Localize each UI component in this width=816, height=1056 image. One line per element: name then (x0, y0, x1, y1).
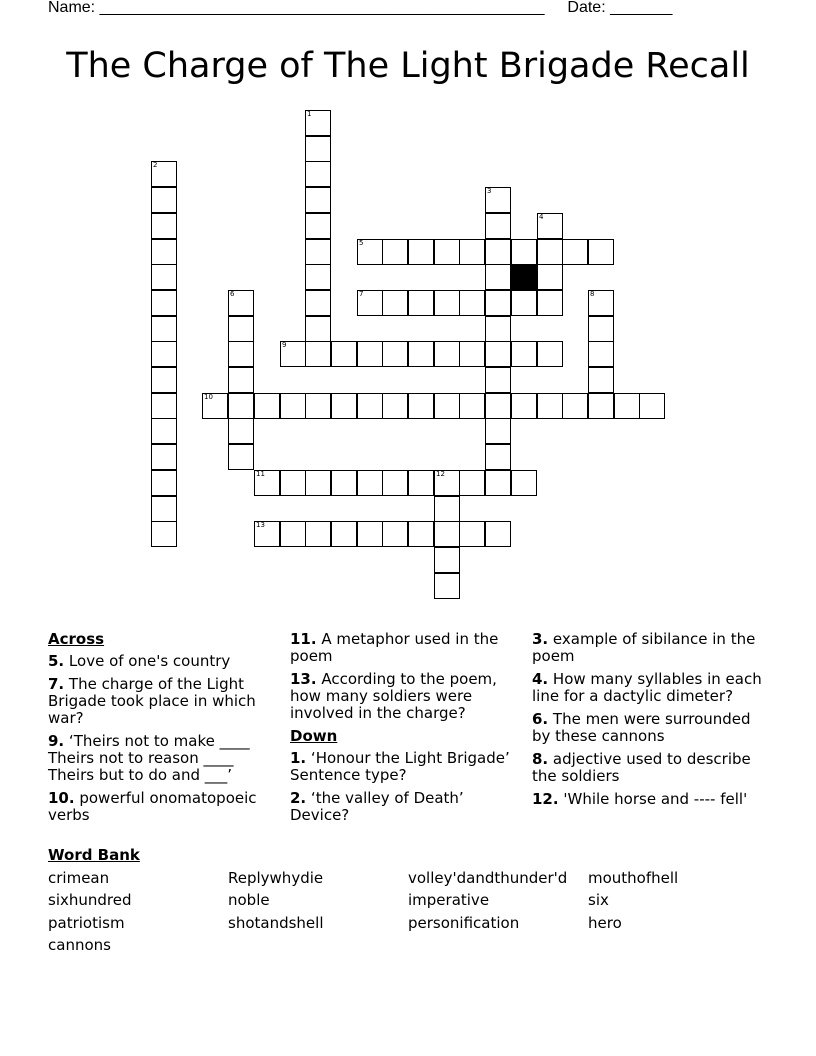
crossword-cell[interactable] (485, 470, 511, 496)
clue-number: 11 (256, 470, 265, 478)
clue-across-5: 5. Love of one's country (48, 652, 231, 670)
clue-down-12: 12. 'While horse and ---- fell' (532, 790, 748, 808)
crossword-cell[interactable] (305, 316, 331, 342)
word-bank-heading: Word Bank (48, 846, 140, 864)
crossword-cell[interactable] (228, 341, 254, 367)
crossword-cell[interactable] (151, 213, 177, 239)
crossword-cell[interactable] (434, 496, 460, 522)
crossword-cell[interactable] (331, 521, 357, 547)
crossword-cell[interactable] (305, 470, 331, 496)
clue-down-8: 8. adjective used to describe the soldiers (532, 750, 751, 785)
crossword-cell[interactable] (151, 316, 177, 342)
word-bank-item: six (588, 891, 609, 909)
word-bank-item: hero (588, 914, 622, 932)
crossword-cell[interactable] (305, 110, 331, 136)
crossword-cell[interactable] (511, 393, 537, 419)
crossword-cell[interactable] (151, 290, 177, 316)
crossword-cell[interactable] (562, 393, 588, 419)
word-bank-item: volley'dandthunder'd (408, 869, 568, 887)
crossword-cell[interactable] (485, 316, 511, 342)
crossword-cell[interactable] (537, 213, 563, 239)
crossword-cell[interactable] (408, 290, 434, 316)
crossword-cell[interactable] (305, 239, 331, 265)
crossword-cell[interactable] (434, 547, 460, 573)
crossword-cell[interactable] (151, 496, 177, 522)
crossword-cell[interactable] (485, 393, 511, 419)
crossword-cell[interactable] (434, 341, 460, 367)
crossword-cell[interactable] (305, 393, 331, 419)
page-title: The Charge of The Light Brigade Recall (66, 46, 750, 86)
crossword-cell[interactable] (280, 470, 306, 496)
crossword-cell[interactable] (485, 290, 511, 316)
word-bank-item: noble (228, 891, 270, 909)
clue-number: 1 (307, 110, 312, 118)
clue-number: 2 (153, 161, 158, 169)
crossword-cell[interactable] (434, 239, 460, 265)
crossword-cell[interactable] (151, 470, 177, 496)
clue-number: 4 (539, 213, 544, 221)
date-label: Date: (567, 0, 606, 16)
date-field[interactable]: _______ (610, 0, 673, 16)
word-bank-item: shotandshell (228, 914, 324, 932)
crossword-cell[interactable] (331, 470, 357, 496)
crossword-cell[interactable] (485, 264, 511, 290)
crossword-cell[interactable] (357, 341, 383, 367)
clue-number: 7 (359, 290, 364, 298)
crossword-cell[interactable] (614, 393, 640, 419)
crossword-cell[interactable] (382, 341, 408, 367)
crossword-cell[interactable] (485, 418, 511, 444)
crossword-cell[interactable] (459, 239, 485, 265)
crossword-cell[interactable] (588, 393, 614, 419)
crossword-cell[interactable] (408, 341, 434, 367)
crossword-cell[interactable] (228, 316, 254, 342)
crossword-cell[interactable] (280, 521, 306, 547)
name-field[interactable]: __________________________________________________ (99, 0, 545, 16)
clue-down-6: 6. The men were surrounded by these cannons (532, 710, 751, 745)
crossword-cell[interactable] (485, 187, 511, 213)
crossword-cell[interactable] (357, 393, 383, 419)
crossword-cell[interactable] (357, 290, 383, 316)
crossword-cell[interactable] (639, 393, 665, 419)
clue-number: 3 (487, 187, 492, 195)
crossword-cell[interactable] (485, 367, 511, 393)
crossword-cell[interactable] (408, 470, 434, 496)
crossword-cell[interactable] (588, 316, 614, 342)
crossword-cell[interactable] (588, 341, 614, 367)
crossword-cell[interactable] (331, 393, 357, 419)
crossword-cell[interactable] (511, 470, 537, 496)
crossword-cell[interactable] (537, 393, 563, 419)
clue-across-9: 9. ‘Theirs not to make ____ Theirs not to reason ____ Theirs but to do and ___’ (48, 732, 250, 784)
crossword-cell[interactable] (537, 290, 563, 316)
word-bank-item: sixhundred (48, 891, 132, 909)
black-square (511, 264, 537, 290)
crossword-cell[interactable] (151, 341, 177, 367)
clue-number: 9 (282, 341, 287, 349)
clue-number: 8 (590, 290, 595, 298)
down-heading: Down (290, 727, 338, 745)
crossword-cell[interactable] (434, 393, 460, 419)
name-label: Name: (48, 0, 96, 16)
crossword-cell[interactable] (254, 521, 280, 547)
crossword-cell[interactable] (459, 393, 485, 419)
crossword-cell[interactable] (151, 367, 177, 393)
crossword-cell[interactable] (305, 521, 331, 547)
crossword-cell[interactable] (459, 290, 485, 316)
crossword-cell[interactable] (280, 341, 306, 367)
crossword-cell[interactable] (537, 264, 563, 290)
across-clues-column (48, 627, 278, 830)
clue-across-7: 7. The charge of the Light Brigade took place in which war? (48, 675, 256, 727)
crossword-cell[interactable] (485, 239, 511, 265)
crossword-cell[interactable] (459, 521, 485, 547)
crossword-cell[interactable] (408, 239, 434, 265)
crossword-cell[interactable] (305, 290, 331, 316)
crossword-cell[interactable] (511, 239, 537, 265)
word-bank-item: personification (408, 914, 520, 932)
clue-number: 6 (230, 290, 235, 298)
crossword-cell[interactable] (357, 521, 383, 547)
clue-number: 5 (359, 239, 364, 247)
crossword-cell[interactable] (228, 444, 254, 470)
crossword-cell[interactable] (305, 341, 331, 367)
crossword-cell[interactable] (485, 521, 511, 547)
crossword-cell[interactable] (382, 521, 408, 547)
clue-down-2: 2. ‘the valley of Death’ Device? (290, 789, 464, 824)
clue-down-1: 1. ‘Honour the Light Brigade’ Sentence type? (290, 749, 510, 784)
crossword-cell[interactable] (151, 161, 177, 187)
crossword-cell[interactable] (588, 367, 614, 393)
crossword-cell[interactable] (228, 418, 254, 444)
crossword-cell[interactable] (305, 161, 331, 187)
crossword-cell[interactable] (254, 393, 280, 419)
across-heading: Across (48, 630, 105, 648)
crossword-cell[interactable] (434, 521, 460, 547)
crossword-cell[interactable] (537, 341, 563, 367)
crossword-cell[interactable] (357, 239, 383, 265)
crossword-cell[interactable] (305, 136, 331, 162)
crossword-cell[interactable] (280, 393, 306, 419)
word-bank-item: crimean (48, 869, 110, 887)
crossword-cell[interactable] (151, 264, 177, 290)
crossword-cell[interactable] (382, 290, 408, 316)
clue-number: 12 (436, 470, 445, 478)
word-bank-item: patriotism (48, 914, 125, 932)
crossword-cell[interactable] (408, 521, 434, 547)
crossword-cell[interactable] (459, 470, 485, 496)
crossword-cell[interactable] (254, 470, 280, 496)
clue-down-4: 4. How many syllables in each line for a dactylic dimeter? (532, 670, 762, 705)
crossword-cell[interactable] (202, 393, 228, 419)
crossword-cell[interactable] (151, 521, 177, 547)
crossword-cell[interactable] (485, 341, 511, 367)
crossword-cell[interactable] (511, 290, 537, 316)
crossword-cell[interactable] (151, 444, 177, 470)
word-bank-item: Replywhydie (228, 869, 324, 887)
crossword-cell[interactable] (305, 213, 331, 239)
crossword-cell[interactable] (305, 264, 331, 290)
crossword-cell[interactable] (331, 341, 357, 367)
clue-down-3: 3. example of sibilance in the poem (532, 630, 756, 665)
crossword-cell[interactable] (228, 393, 254, 419)
word-bank-item: imperative (408, 891, 490, 909)
crossword-cell[interactable] (382, 393, 408, 419)
clue-across-11: 11. A metaphor used in the poem (290, 630, 499, 665)
down-clues-column (532, 627, 762, 814)
crossword-cell[interactable] (151, 393, 177, 419)
crossword-cell[interactable] (511, 341, 537, 367)
crossword-cell[interactable] (228, 367, 254, 393)
crossword-cell[interactable] (357, 470, 383, 496)
clue-across-13: 13. According to the poem, how many soldiers were involved in the charge? (290, 670, 497, 722)
crossword-cell[interactable] (408, 393, 434, 419)
crossword-cell[interactable] (459, 341, 485, 367)
word-bank-item: mouthofhell (588, 869, 679, 887)
clue-number: 13 (256, 521, 265, 529)
crossword-cell[interactable] (151, 187, 177, 213)
crossword-cell[interactable] (588, 239, 614, 265)
crossword-cell[interactable] (382, 239, 408, 265)
crossword-cell[interactable] (228, 290, 254, 316)
clue-across-10: 10. powerful onomatopoeic verbs (48, 789, 257, 824)
middle-clues-column (290, 627, 520, 830)
crossword-cell[interactable] (537, 239, 563, 265)
crossword-cell[interactable] (382, 470, 408, 496)
crossword-cell[interactable] (434, 470, 460, 496)
crossword-cell[interactable] (151, 239, 177, 265)
clue-number: 10 (204, 393, 213, 401)
crossword-cell[interactable] (434, 290, 460, 316)
crossword-cell[interactable] (562, 239, 588, 265)
crossword-cell[interactable] (151, 418, 177, 444)
crossword-cell[interactable] (305, 187, 331, 213)
crossword-cell[interactable] (434, 573, 460, 599)
word-bank-item: cannons (48, 936, 111, 954)
crossword-cell[interactable] (588, 290, 614, 316)
crossword-cell[interactable] (485, 444, 511, 470)
crossword-cell[interactable] (485, 213, 511, 239)
